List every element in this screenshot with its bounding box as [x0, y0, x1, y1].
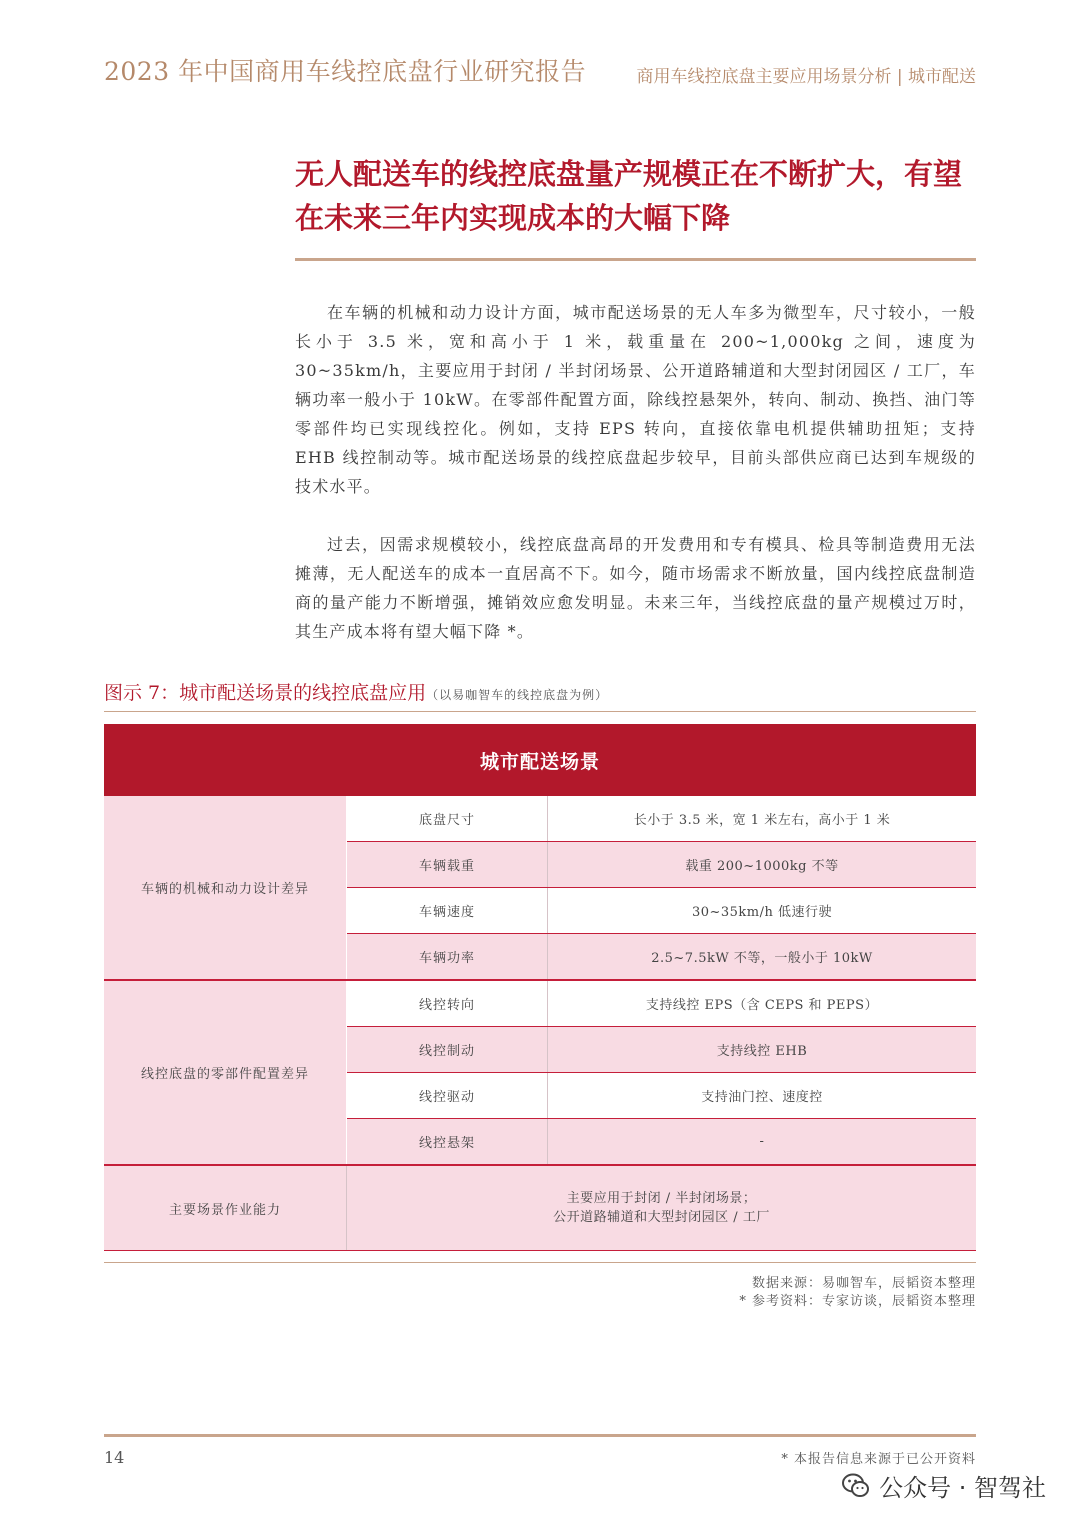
table-row	[347, 796, 976, 842]
figure-caption-title: 图示 7：城市配送场景的线控底盘应用	[104, 682, 427, 704]
paragraph-2: 过去，因需求规模较小，线控底盘高昂的开发费用和专有模具、检具等制造费用无法摊薄，无人配送车的成本一直居高不下。如今，随市场需求不断放量，国内线控底盘制造商的量产能力不断增强，摊销效应愈发明显。未来三年，当线控底盘的量产规模过万时，其生产成本将有望大幅下降 *。	[295, 535, 976, 641]
row-key: 线控悬架	[347, 1119, 548, 1164]
data-source: 数据来源：易咖智车，辰韬资本整理	[751, 1276, 976, 1291]
row-value: 支持线控 EPS（含 CEPS 和 PEPS）	[645, 998, 879, 1013]
scenario-line-2: 公开道路辅道和大型封闭园区 / 工厂	[553, 1210, 770, 1225]
wechat-icon	[841, 1471, 871, 1501]
table-row	[347, 888, 976, 934]
watermark-text: 公众号 · 智驾社	[879, 1474, 1046, 1502]
scenario-line-1: 主要应用于封闭 / 半封闭场景；	[566, 1191, 757, 1206]
row-value: 支持线控 EHB	[716, 1044, 808, 1059]
scenario-value	[347, 1166, 976, 1250]
reference-note: * 参考资料：专家访谈，辰韬资本整理	[739, 1294, 976, 1309]
group-label: 主要场景作业能力	[104, 1166, 347, 1250]
row-value: -	[759, 1134, 765, 1149]
group-label: 车辆的机械和动力设计差异	[104, 796, 347, 979]
table-row	[347, 1073, 976, 1119]
figure-top-rule	[104, 711, 976, 712]
group-label: 线控底盘的零部件配置差异	[104, 981, 347, 1164]
section-breadcrumb: 商用车线控底盘主要应用场景分析 | 城市配送	[636, 67, 976, 87]
row-key: 线控制动	[347, 1027, 548, 1072]
page-number: 14	[104, 1448, 125, 1467]
figure-caption-note: （以易咖智车的线控底盘为例）	[426, 688, 609, 702]
table-group	[104, 796, 976, 981]
row-key: 车辆速度	[347, 888, 548, 933]
scenario-table	[104, 724, 976, 1251]
row-key: 线控转向	[347, 981, 548, 1026]
paragraph-1: 在车辆的机械和动力设计方面，城市配送场景的无人车多为微型车，尺寸较小，一般长小于 3.5 米，宽和高小于 1 米，载重量在 200~1,000kg 之间，速度为 30~35km/h，主要应用于封闭 / 半封闭场景、公开道路辅道和大型封闭园区 / 工厂，车辆功率一般小于 10kW。在零部件配置方面，除线控悬架外，转向、制动、换挡、油门等零部件均已实现线控化。例如，支持 EPS 转向，直接依靠电机提供辅助扭矩；支持 EHB 线控制动等。城市配送场景的线控底盘起步较早，目前头部供应商已达到车规级的技术水平。	[295, 303, 976, 496]
figure-caption	[104, 678, 608, 705]
row-value: 30~35km/h 低速行驶	[691, 905, 833, 920]
row-key: 车辆载重	[347, 842, 548, 887]
row-key: 车辆功率	[347, 934, 548, 979]
watermark	[841, 1468, 1046, 1503]
article-title: 无人配送车的线控底盘量产规模正在不断扩大，有望在未来三年内实现成本的大幅下降	[295, 157, 963, 235]
row-value: 载重 200~1000kg 不等	[685, 859, 839, 874]
row-value: 支持油门控、速度控	[701, 1090, 823, 1105]
table-row	[347, 842, 976, 888]
report-title: 2023 年中国商用车线控底盘行业研究报告	[104, 57, 587, 86]
scenario-row	[104, 1166, 976, 1251]
table-row	[347, 934, 976, 979]
table-group	[104, 981, 976, 1166]
table-row	[347, 1027, 976, 1073]
row-value: 2.5~7.5kW 不等，一般小于 10kW	[651, 951, 873, 966]
footer-note: * 本报告信息来源于已公开资料	[781, 1452, 976, 1467]
title-divider	[295, 258, 976, 261]
figure-bottom-rule	[104, 1262, 976, 1263]
row-value: 长小于 3.5 米，宽 1 米左右，高小于 1 米	[633, 813, 891, 828]
footer-divider	[104, 1434, 976, 1437]
row-key: 底盘尺寸	[347, 796, 548, 841]
table-header: 城市配送场景	[104, 724, 976, 796]
row-key: 线控驱动	[347, 1073, 548, 1118]
table-row	[347, 1119, 976, 1164]
table-row	[347, 981, 976, 1027]
